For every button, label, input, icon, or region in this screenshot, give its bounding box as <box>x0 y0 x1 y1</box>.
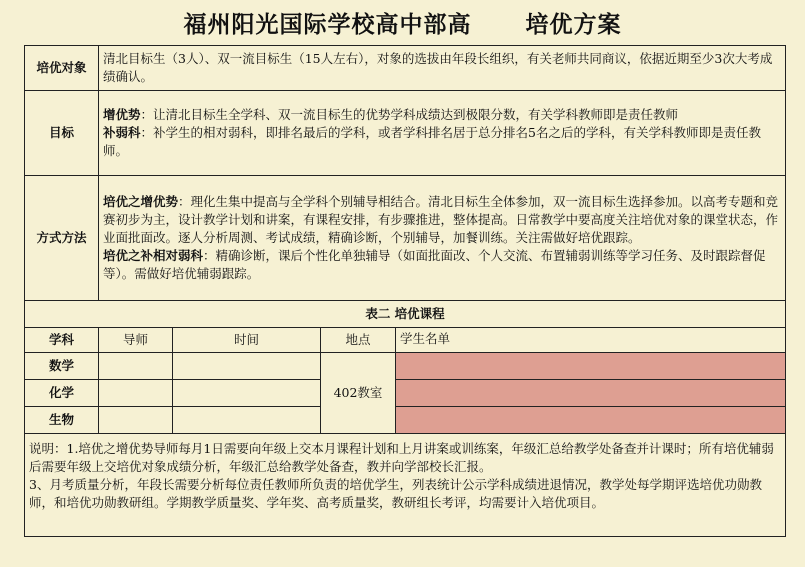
student-list-cell <box>396 380 786 407</box>
schedule-row <box>25 407 786 434</box>
header-place: 地点 <box>321 328 396 353</box>
schedule-row <box>25 353 786 380</box>
goal-content <box>99 91 786 176</box>
plan-table <box>24 45 786 537</box>
schedule-title: 表二 培优课程 <box>25 301 786 328</box>
goal-advantage-label: 增优势 <box>103 107 141 122</box>
notes-row <box>25 434 786 537</box>
mentor-cell <box>99 353 173 380</box>
goal-weak-text: ：补学生的相对弱科，即排名最后的学科，或者学科排名居于总分排名5名之后的学科，有关学科教师即是责任教师。 <box>103 125 761 158</box>
schedule-row <box>25 380 786 407</box>
method-weak-label: 培优之补相对弱科 <box>103 248 204 263</box>
time-cell <box>173 380 321 407</box>
mentor-cell <box>99 407 173 434</box>
notes-text: 说明：1.培优之增优势导师每月1日需要向年级上交本月课程计划和上月讲案或训练案，年级汇总给教学处备查并计课时；所有培优辅弱后需要年级上交培优对象成绩分析，年级汇总给教学处备查，教并向学部校长汇报。 3、月考质量分析，年段长需要分析每位责任教师所负责的培优学生，列表统计公示学科成绩进退情况，教学处每学期评选培优功勋教师，和培优功勋教研组。学期教学质量奖、学年奖、高考质量奖，教研组长考评，均需要计入培优项目。 <box>25 434 786 537</box>
header-time: 时间 <box>173 328 321 353</box>
method-weak-text: ：精确诊断，课后个性化单独辅导（如面批面改、个人交流、布置辅弱训练等学习任务、及时跟踪督促等）。需做好培优辅弱跟踪。 <box>103 248 766 281</box>
subject-math: 数学 <box>25 353 99 380</box>
target-label: 培优对象 <box>25 46 99 91</box>
header-subject: 学科 <box>25 328 99 353</box>
method-advantage-text: ：理化生集中提高与全学科个别辅导相结合。清北目标生全体参加，双一流目标生选择参加。以高考专题和竞赛初步为主，设计教学计划和讲案，有课程安排，有步骤推进，整体提高。日常教学中要高度关注培优对象的课堂状态，作业面批面改。逐人分析周测、考试成绩，精确诊断，个别辅导，加餐训练。关注需做好培优跟踪。 <box>103 194 779 245</box>
page-title: 福州阳光国际学校高中部高 培优方案 <box>183 12 622 38</box>
place-cell: 402教室 <box>321 353 396 434</box>
header-students: 学生名单 <box>396 328 786 353</box>
schedule-title-row <box>25 301 786 328</box>
goal-row <box>25 91 786 176</box>
subject-biology: 生物 <box>25 407 99 434</box>
header-mentor: 导师 <box>99 328 173 353</box>
method-label: 方式方法 <box>25 176 99 301</box>
subject-chemistry: 化学 <box>25 380 99 407</box>
student-list-cell <box>396 407 786 434</box>
method-row <box>25 176 786 301</box>
goal-advantage-text: ：让清北目标生全学科、双一流目标生的优势学科成绩达到极限分数，有关学科教师即是责任教师 <box>140 107 679 122</box>
student-list-cell <box>396 353 786 380</box>
target-text: 清北目标生（3人）、双一流目标生（15人左右），对象的选拔由年段长组织，有关老师共同商议，依据近期至少3次大考成绩确认。 <box>99 46 786 91</box>
schedule-header-row <box>25 328 786 353</box>
goal-label: 目标 <box>25 91 99 176</box>
method-advantage-label: 培优之增优势 <box>103 194 179 209</box>
method-content <box>99 176 786 301</box>
time-cell <box>173 407 321 434</box>
target-row <box>25 46 786 91</box>
goal-weak-label: 补弱科 <box>103 125 141 140</box>
time-cell <box>173 353 321 380</box>
mentor-cell <box>99 380 173 407</box>
